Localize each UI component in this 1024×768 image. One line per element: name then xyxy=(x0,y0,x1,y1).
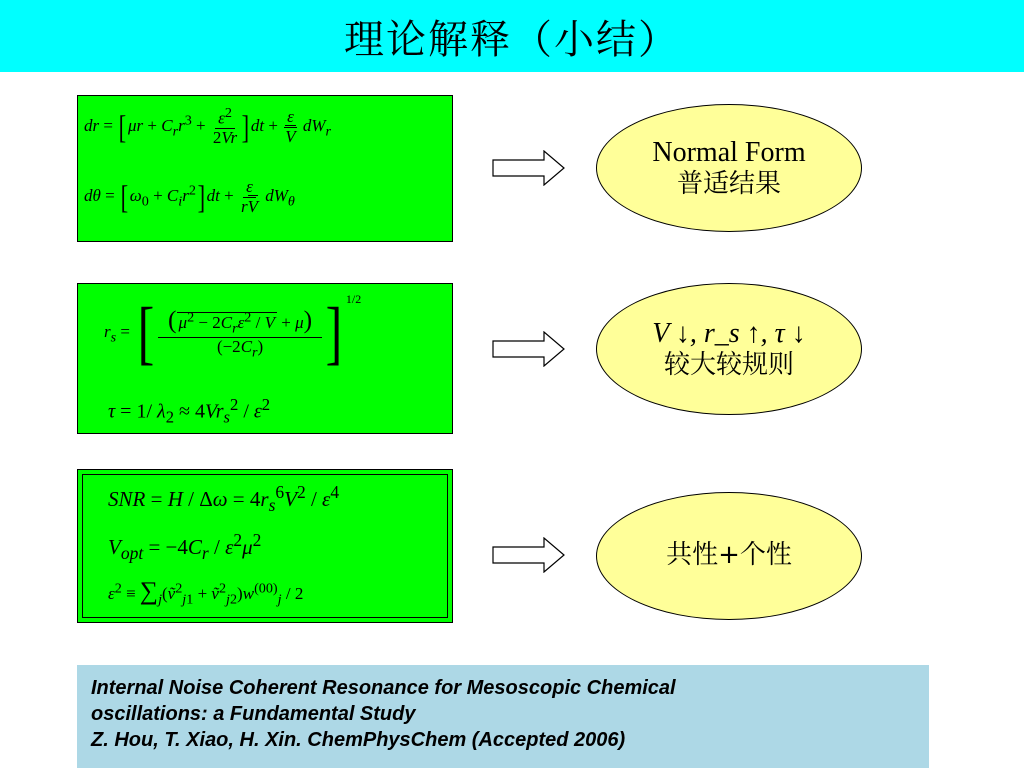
reference-line-1: Internal Noise Coherent Resonance for Mesoscopic Chemical xyxy=(91,677,676,699)
reference-line-2: oscillations: a Fundamental Study xyxy=(91,703,416,725)
equation-box-1 xyxy=(77,95,453,242)
result-2-line-2: 较大较规则 xyxy=(663,350,794,381)
result-3-line-1: 共性+个性 xyxy=(666,540,792,571)
equation-dtheta: $d\theta = [\omega_0 + C_ir^2]dt$ + $\frac{\varepsilon}{rV}$ $dW_\theta$ xyxy=(84,177,295,216)
hollow-right-arrow-icon xyxy=(492,537,566,573)
equation-box-2 xyxy=(77,283,453,434)
slide-title: 理论解释（小结） xyxy=(344,16,680,63)
title-bar xyxy=(0,0,1024,72)
result-ellipse-common-individual xyxy=(596,492,862,620)
result-1-line-1: Normal Form xyxy=(652,136,806,168)
equation-snr: SNR = $H / \Delta\omega = 4r_s^6V^2 / \varepsilon^4$ xyxy=(108,482,340,516)
result-ellipse-normal-form xyxy=(596,104,862,232)
reference-box xyxy=(77,665,929,768)
reference-line-3: Z. Hou, T. Xiao, H. Xin. ChemPhysChem (Accepted 2006) xyxy=(91,729,626,751)
equation-box-3 xyxy=(77,469,453,623)
hollow-right-arrow-icon xyxy=(492,150,566,186)
result-2-line-1: V ↓, r_s ↑, τ ↓ xyxy=(652,317,806,349)
result-ellipse-parameters xyxy=(596,283,862,415)
equation-dr: dr = [$\mu r + C_rr^3$ + $\frac{\varepsilon^2}{2Vr}$ ]dt + $\frac{\varepsilon}{V}$ $dW_r$ xyxy=(84,105,332,148)
equation-epsilon: $\varepsilon^2$ ≡ $\sum_j(ṽ^2_{j1}$ + $ṽ^2_{j2})w^{(00)}_j / 2$ xyxy=(108,576,304,608)
result-1-line-2: 普适结果 xyxy=(676,169,781,200)
equation-tau: τ = 1/ $\lambda_2 \approx 4Vr_s^2 / \varepsilon^2$ xyxy=(108,395,271,427)
equation-rs: $r_s$ = [ $\frac{( \mu^2 - 2C_r\varepsilon^2 / V + \mu)}{(-2C_r)}$ ] $^{1/2}$ xyxy=(104,292,362,373)
hollow-right-arrow-icon xyxy=(492,331,566,367)
equation-vopt: $V_{opt} = -4C_r / \varepsilon^2\mu^2$ xyxy=(108,530,262,564)
